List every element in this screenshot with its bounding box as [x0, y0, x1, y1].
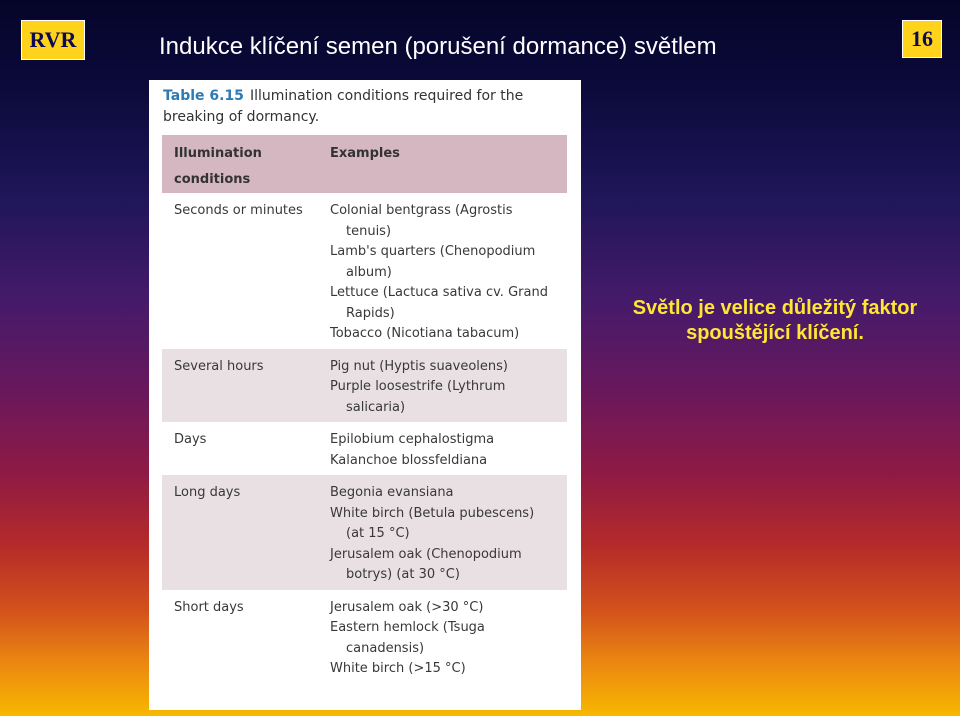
- column-header-examples: Examples: [330, 146, 400, 161]
- example-line: Colonial bentgrass (Agrostis: [330, 203, 513, 218]
- condition-cell: Several hours: [174, 358, 264, 374]
- table-row: [162, 590, 567, 684]
- example-line: (at 15 °C): [346, 526, 410, 541]
- example-line: Kalanchoe blossfeldiana: [330, 452, 488, 468]
- table-caption: [163, 86, 543, 128]
- example-line: salicaria): [346, 399, 406, 415]
- example-line: album): [346, 264, 392, 280]
- example-line: botrys) (at 30 °C): [346, 567, 460, 582]
- example-line: White birch (>15 °C): [330, 661, 466, 676]
- side-note-line-2: spouštějící klíčení.: [686, 322, 864, 344]
- table-caption-text: Illumination conditions required for the breaking of dormancy.: [163, 88, 524, 125]
- example-line: Jerusalem oak (>30 °C): [330, 599, 484, 615]
- table-row: [162, 193, 567, 349]
- example-line: Purple loosestrife (Lythrum: [330, 379, 506, 394]
- examples-cell: [330, 422, 567, 475]
- column-header-conditions: Illumination conditions: [174, 146, 262, 187]
- condition-cell: Seconds or minutes: [174, 203, 303, 218]
- example-line: Lamb's quarters (Chenopodium: [330, 244, 536, 259]
- condition-cell: Long days: [174, 485, 241, 500]
- table-row: [162, 422, 567, 475]
- examples-cell: [330, 193, 567, 349]
- example-line: Pig nut (Hyptis suaveolens): [330, 358, 508, 374]
- example-line: Lettuce (Lactuca sativa cv. Grand: [330, 285, 548, 300]
- side-note-line-1: Světlo je velice důležitý faktor: [632, 297, 918, 319]
- example-line: canadensis): [346, 640, 425, 656]
- example-line: tenuis): [346, 223, 392, 239]
- example-line: White birch (Betula pubescens): [330, 505, 535, 521]
- table-label: Table 6.15: [163, 88, 244, 104]
- example-line: Rapids): [346, 305, 395, 321]
- illumination-table: [162, 135, 567, 684]
- table-row: [162, 349, 567, 423]
- table-row: [162, 475, 567, 590]
- table-header-row: [162, 135, 567, 193]
- example-line: Epilobium cephalostigma: [330, 432, 495, 447]
- condition-cell: Short days: [174, 599, 244, 615]
- side-note: [600, 296, 950, 346]
- example-line: Jerusalem oak (Chenopodium: [330, 546, 522, 562]
- rvr-logo: RVR: [21, 20, 85, 60]
- example-line: Begonia evansiana: [330, 485, 454, 500]
- table-figure: [149, 80, 581, 710]
- examples-cell: [330, 475, 567, 590]
- condition-cell: Days: [174, 432, 207, 447]
- examples-cell: [330, 590, 567, 684]
- examples-cell: [330, 349, 567, 423]
- example-line: Eastern hemlock (Tsuga: [330, 620, 485, 635]
- slide-number: 16: [902, 20, 942, 58]
- example-line: Tobacco (Nicotiana tabacum): [330, 326, 520, 341]
- slide-title: Indukce klíčení semen (porušení dormance) světlem: [159, 33, 717, 60]
